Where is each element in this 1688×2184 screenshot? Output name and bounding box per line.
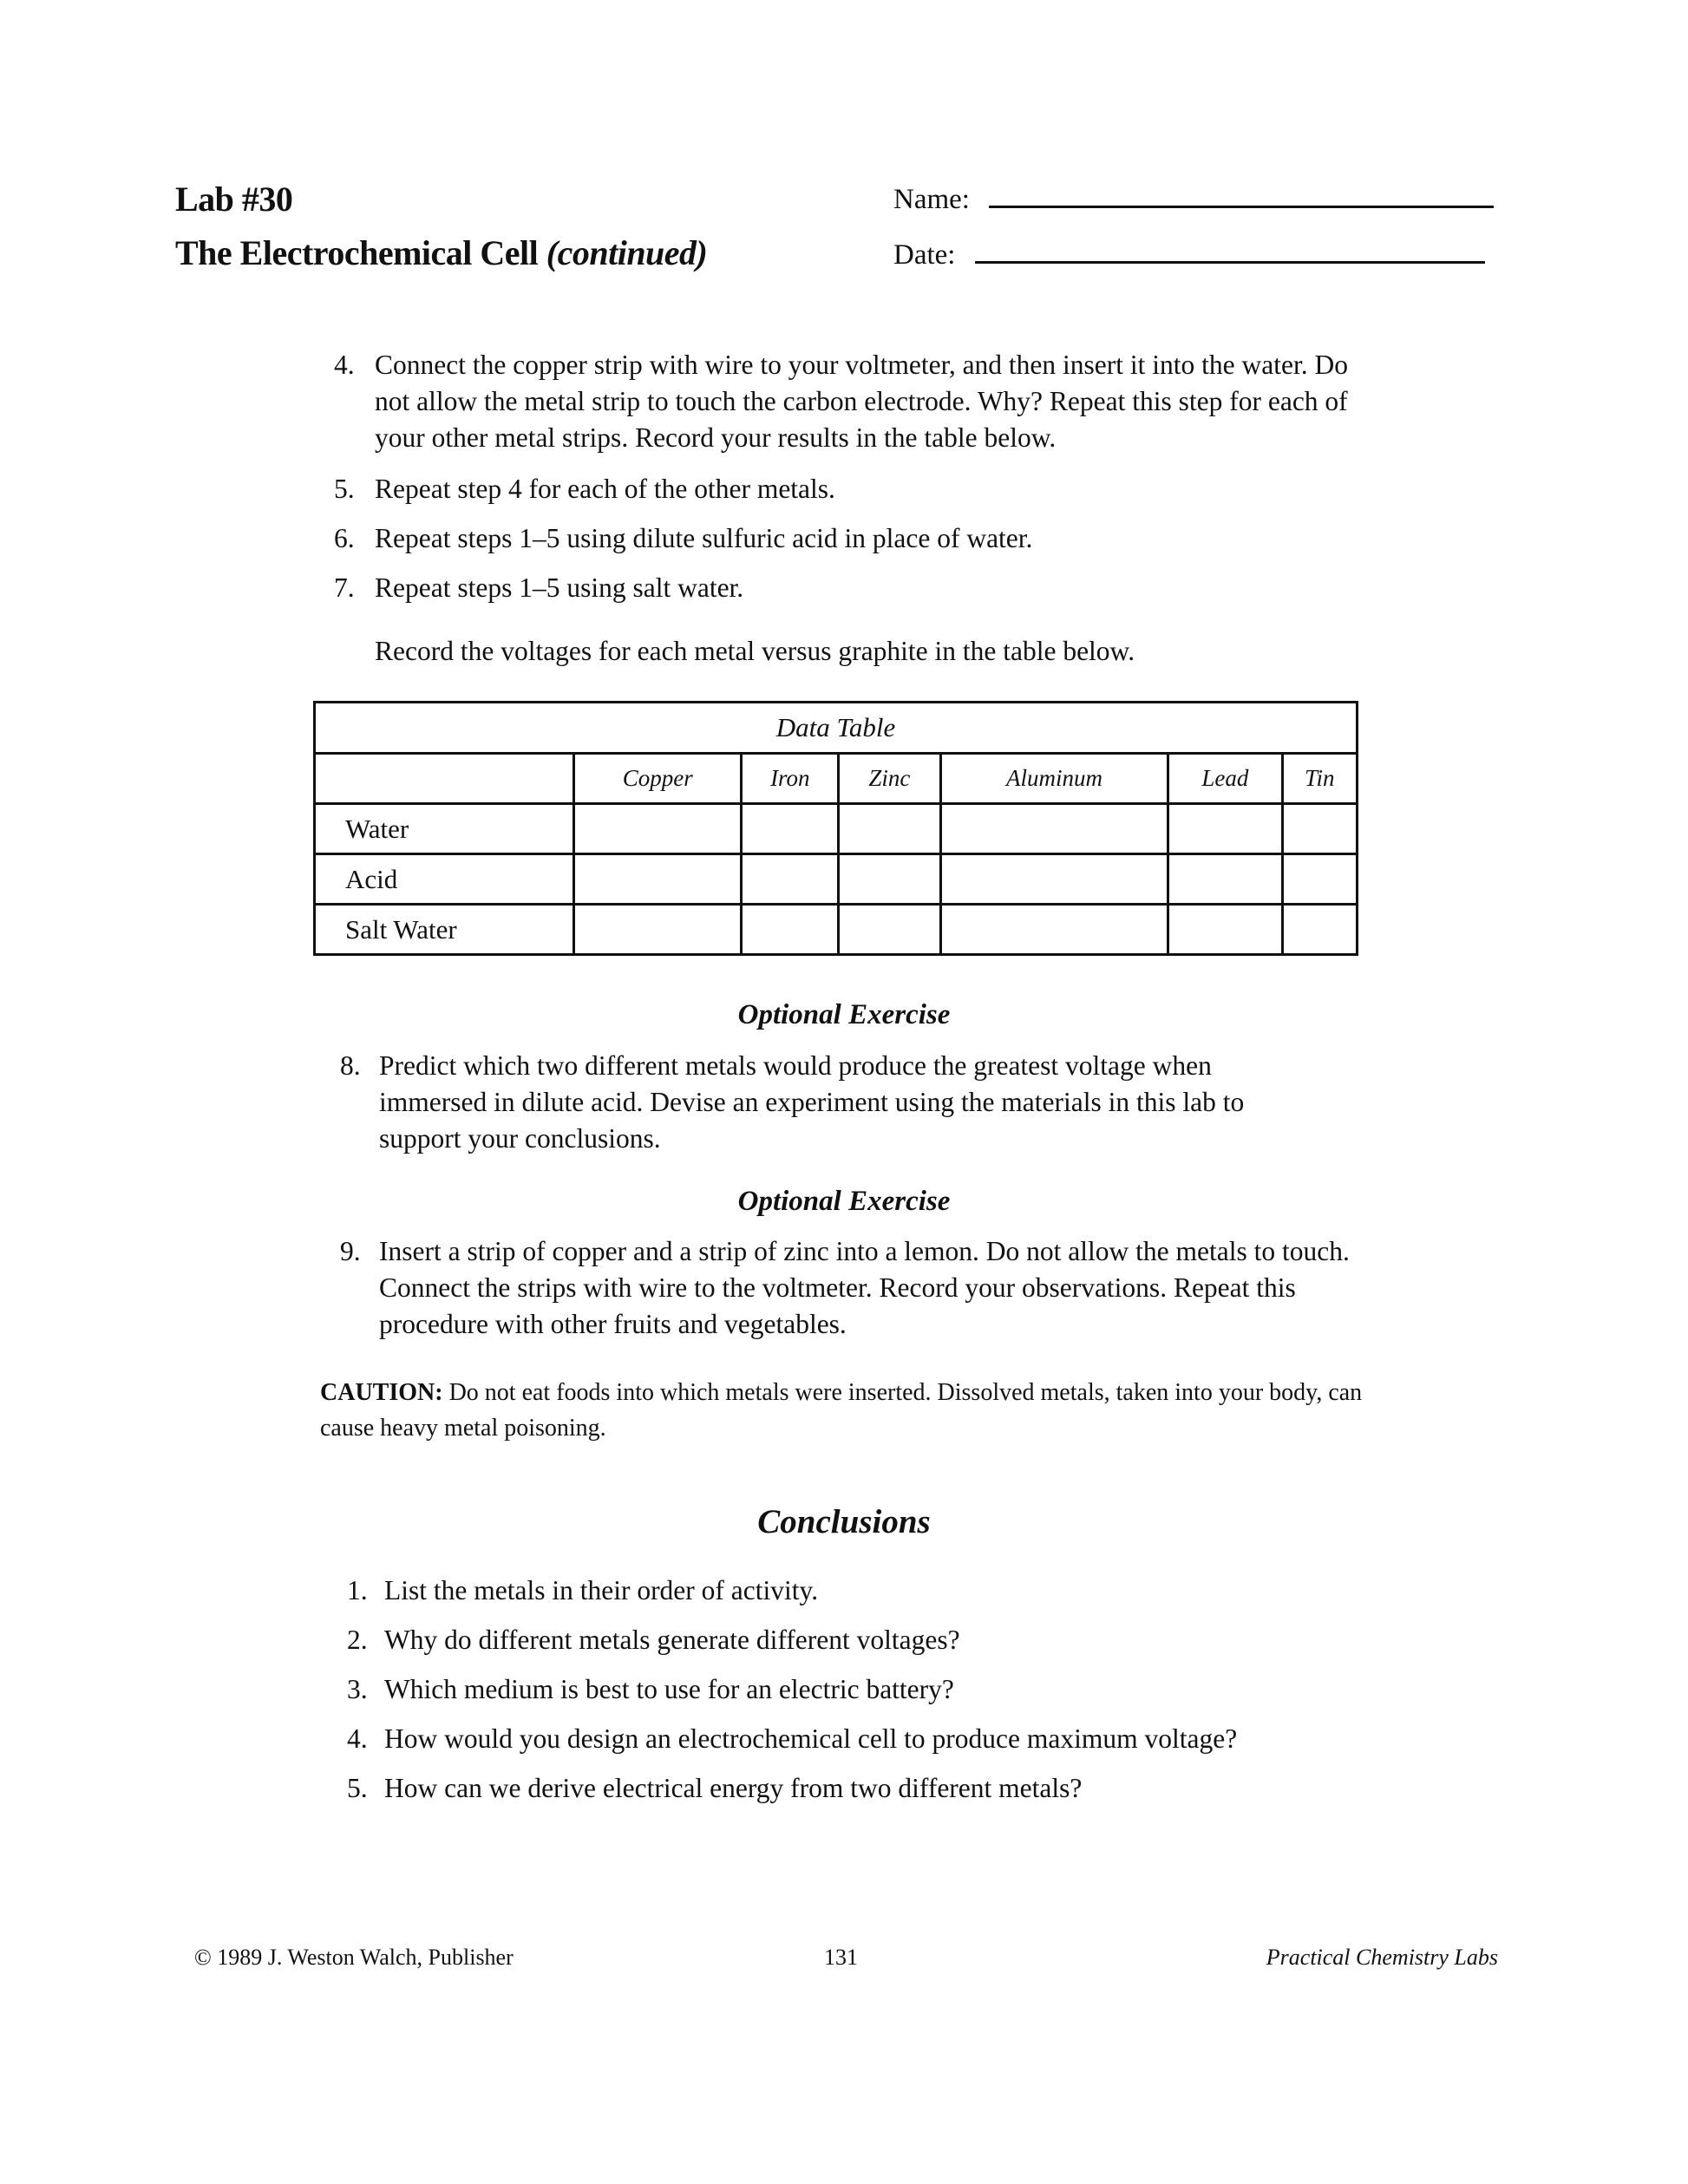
table-row xyxy=(315,905,1358,955)
table-row xyxy=(315,854,1358,905)
exercise-number: 9. xyxy=(340,1236,361,1266)
column-header-lead: Lead xyxy=(1168,754,1282,804)
column-header-tin: Tin xyxy=(1282,754,1357,804)
date-label: Date: xyxy=(893,239,956,271)
table-cell[interactable] xyxy=(940,905,1168,955)
exercise-number: 8. xyxy=(340,1050,361,1081)
column-header-iron: Iron xyxy=(742,754,839,804)
data-table xyxy=(313,701,1358,956)
exercise-item xyxy=(340,1048,1381,1157)
exercise-text: Predict which two different metals would produce the greatest voltage when immersed in dilute acid. Devise an experiment using the materials in this lab to support your conclusions. xyxy=(379,1050,1245,1154)
column-header-aluminum: Aluminum xyxy=(940,754,1168,804)
caution-note xyxy=(320,1375,1370,1446)
caution-text: Do not eat foods into which metals were inserted. Dissolved metals, taken into your body, can cause heavy metal poisoning. xyxy=(320,1379,1363,1442)
caution-label: CAUTION: xyxy=(320,1379,443,1406)
step-text: Repeat steps 1–5 using dilute sulfuric acid in place of water. xyxy=(375,523,1033,553)
step-number: 6. xyxy=(334,523,355,553)
book-title: Practical Chemistry Labs xyxy=(1266,1945,1498,1970)
step-text: Repeat steps 1–5 using salt water. xyxy=(375,572,744,603)
conclusion-text: Which medium is best to use for an electric battery? xyxy=(384,1674,954,1704)
step-number: 4. xyxy=(334,350,355,380)
table-cell[interactable] xyxy=(940,804,1168,854)
table-intro: Record the voltages for each metal versus graphite in the table below. xyxy=(375,636,1135,666)
table-cell[interactable] xyxy=(1168,804,1282,854)
table-cell[interactable] xyxy=(839,804,941,854)
row-header-water: Water xyxy=(315,804,574,854)
table-cell[interactable] xyxy=(940,854,1168,905)
conclusion-item xyxy=(347,1770,1388,1807)
table-cell[interactable] xyxy=(1168,854,1282,905)
table-cell[interactable] xyxy=(742,905,839,955)
table-cell[interactable] xyxy=(742,854,839,905)
date-input-line[interactable] xyxy=(975,259,1485,264)
table-row xyxy=(315,804,1358,854)
table-cell[interactable] xyxy=(574,854,742,905)
name-label: Name: xyxy=(893,184,970,215)
conclusion-item xyxy=(347,1721,1388,1757)
table-cell[interactable] xyxy=(1168,905,1282,955)
exercise-item xyxy=(340,1233,1381,1343)
table-caption: Data Table xyxy=(315,703,1358,754)
column-header-zinc: Zinc xyxy=(839,754,941,804)
step-text: Connect the copper strip with wire to your voltmeter, and then insert it into the water. Do not allow the metal strip to touch the carbon electrode. Why? Repeat this step for each of your other metal strips. Record your results in the table below. xyxy=(375,350,1348,453)
row-header-salt-water: Salt Water xyxy=(315,905,574,955)
optional-exercise-heading: Optional Exercise xyxy=(737,1186,951,1217)
conclusion-number: 2. xyxy=(347,1625,368,1655)
table-cell[interactable] xyxy=(1282,854,1357,905)
table-cell[interactable] xyxy=(1282,905,1357,955)
table-cell[interactable] xyxy=(742,804,839,854)
exercise-text: Insert a strip of copper and a strip of zinc into a lemon. Do not allow the metals to touch. Connect the strips with wire to the voltmeter. Record your observations. Repeat this procedure with other fruits and vegetables. xyxy=(379,1236,1350,1339)
table-cell[interactable] xyxy=(574,905,742,955)
lab-number: Lab #30 xyxy=(175,180,293,219)
table-corner-cell xyxy=(315,754,574,804)
copyright-notice: © 1989 J. Weston Walch, Publisher xyxy=(194,1945,514,1970)
date-field[interactable] xyxy=(893,239,1485,271)
lab-title-text: The Electrochemical Cell xyxy=(175,233,539,272)
column-header-copper: Copper xyxy=(574,754,742,804)
table-cell[interactable] xyxy=(839,905,941,955)
table-cell[interactable] xyxy=(574,804,742,854)
conclusions-heading: Conclusions xyxy=(757,1503,931,1540)
name-field[interactable] xyxy=(893,184,1494,216)
step-text: Repeat step 4 for each of the other metals. xyxy=(375,474,835,504)
conclusion-number: 5. xyxy=(347,1773,368,1803)
step-item xyxy=(334,471,1375,507)
table-cell[interactable] xyxy=(1282,804,1357,854)
step-item xyxy=(334,520,1375,557)
step-number: 7. xyxy=(334,572,355,603)
table-header-row xyxy=(315,754,1358,804)
conclusion-number: 4. xyxy=(347,1723,368,1754)
conclusion-item xyxy=(347,1671,1388,1708)
conclusion-text: Why do different metals generate different voltages? xyxy=(384,1625,960,1655)
name-input-line[interactable] xyxy=(989,204,1494,208)
optional-exercise-heading: Optional Exercise xyxy=(737,999,951,1030)
step-item xyxy=(334,570,1375,606)
conclusion-item xyxy=(347,1622,1388,1658)
conclusion-item xyxy=(347,1573,1388,1609)
step-number: 5. xyxy=(334,474,355,504)
page-number: 131 xyxy=(824,1945,858,1970)
conclusion-number: 1. xyxy=(347,1575,368,1605)
conclusion-text: List the metals in their order of activity. xyxy=(384,1575,819,1605)
conclusion-number: 3. xyxy=(347,1674,368,1704)
conclusion-text: How can we derive electrical energy from two different metals? xyxy=(384,1773,1083,1803)
table-cell[interactable] xyxy=(839,854,941,905)
step-item xyxy=(334,347,1375,456)
row-header-acid: Acid xyxy=(315,854,574,905)
lab-title xyxy=(175,232,707,273)
lab-title-suffix: (continued) xyxy=(546,233,708,272)
conclusion-text: How would you design an electrochemical cell to produce maximum voltage? xyxy=(384,1723,1238,1754)
